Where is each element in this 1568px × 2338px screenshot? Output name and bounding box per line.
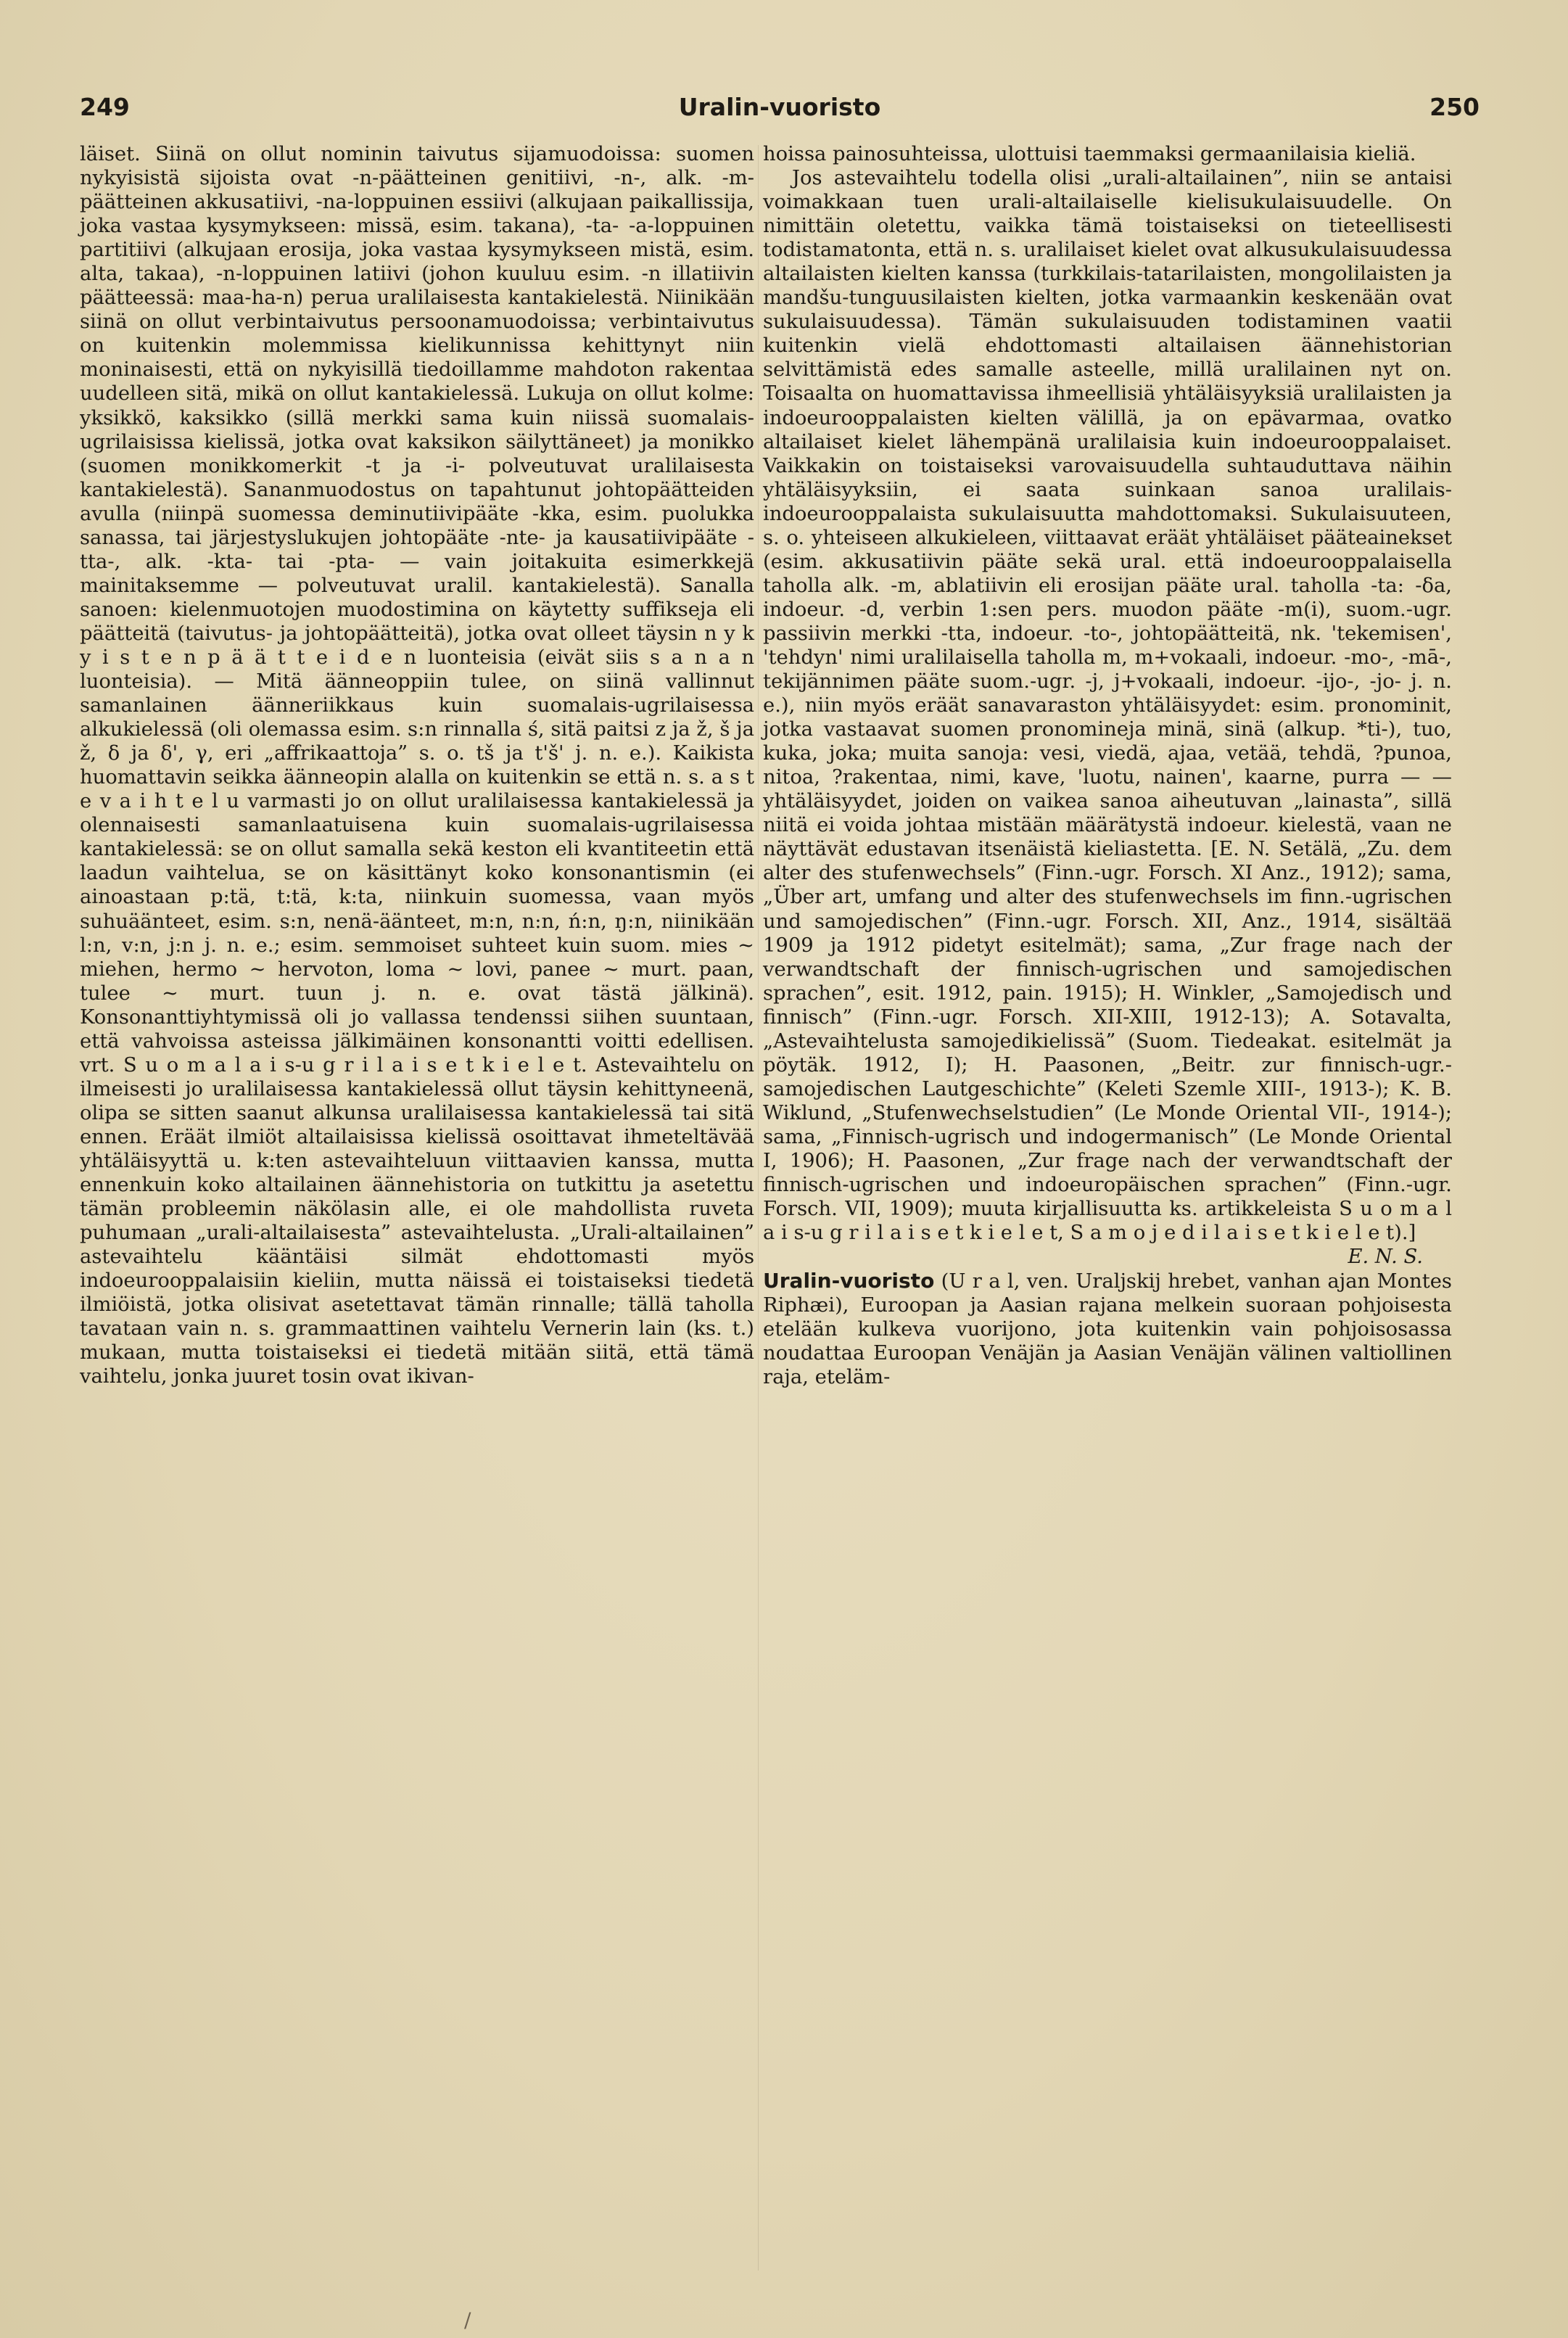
entry-text: (U r a l, ven. Uraljskij hrebet, vanhan ajan Montes Riphæi), Euroopan ja Aasian rajana melkein suoraan pohjoisesta etelään kulkeva vuorijono, jota kuitenkin vain pohjoisosassa noudattaa Euroopan Venäjän ja Aasian Venäjän välinen valtiollinen raja, eteläm- [763, 1270, 1452, 1389]
right-column [763, 142, 1452, 1389]
astevaihtelu-paragraph: Jos astevaihtelu todella olisi „urali-altailainen”, niin se antaisi voimakkaan tuen urali-altailaiselle kielisukulaisuudelle. On nimittäin oletettu, vaikka tämä toistaiseksi on tieteellisesti todistamatonta, että n. s. uralilaiset kielet ovat alkusukulaisuudessa altailaisten kielten kanssa (turkkilais-tatarilaisten, mongolilaisten ja mandšu-tunguusilaisten kielten, jotka varmaankin keskenään ovat sukulaisuudessa). Tämän sukulaisuuden todistaminen vaatii kuitenkin vielä ehdottomasti altailaisen äännehistorian selvittämistä edes samalle asteelle, millä uralilainen nyt on. Toisaalta on huomattavissa ihmeellisiä yhtäläisyyksiä uralilaisten ja indoeurooppalaisten kielten välillä, ja on epävarmaa, ovatko altailaiset kielet lähempänä uralilaisia kuin indoeurooppalaiset. Vaikkakin on toistaiseksi varovaisuudella suhtauduttava näihin yhtäläisyyksiin, ei saata suinkaan sanoa uralilais-indoeurooppalaista sukulaisuutta mahdottomaksi. Sukulaisuuteen, s. o. yhteiseen alkukieleen, viittaavat eräät yhtäläiset pääteainekset (esim. akkusatiivin pääte sekä ural. että indoeurooppalaisella taholla alk. -m, ablatiivin eli erosijan pääte ural. taholla -ta: -δa, indoeur. -d, verbin 1:sen pers. muodon pääte -m(i), suom.-ugr. passiivin merkki -tta, indoeur. -to-, johtopäätteitä, nk. 'tekemisen', 'tehdyn' nimi uralilaisella taholla m, m+vokaali, indoeur. -mo-, -mā-, tekijännimen pääte suom.-ugr. -j, j+vokaali, indoeur. -ijo-, -jo- j. n. e.), niin myös eräät sanavaraston yhtäläisyydet: esim. pronominit, jotka vastaavat suomen pronomineja minä, sinä (alkup. *ti-), tuo, kuka, joka; muita sanoja: vesi, viedä, ajaa, vetää, tehdä, ?punoa, nitoa, ?rakentaa, nimi, kave, 'luotu, nainen', kaarne, purra — — yhtäläisyydet, joiden on vaikea sanoa aiheutuvan „lainasta”, sillä niitä ei voida johtaa mistään määrätystä indoeur. kielestä, vaan ne näyttävät edustavan itsenäistä kieliastetta. [E. N. Setälä, „Zu. dem alter des stufenwechsels” (Finn.-ugr. Forsch. XI Anz., 1912); sama, „Über art, umfang und alter des stufenwechsels im finn.-ugrischen und samojedischen” (Finn.-ugr. Forsch. XII, Anz., 1914, sisältää 1909 ja 1912 pidetyt esitelmät); sama, „Zur frage nach der verwandtschaft der finnisch-ugrischen und samojedischen sprachen”, esit. 1912, pain. 1915); H. Winkler, „Samojedisch und finnisch” (Finn.-ugr. Forsch. XII-XIII, 1912-13); A. Sotavalta, „Astevaihtelusta samojedikielissä” (Suom. Tiedeakat. esitelmät ja pöytäk. 1912, I); H. Paasonen, „Beitr. zur finnisch-ugr.-samojedischen Lautgeschichte” (Keleti Szemle XIII-, 1913-); K. B. Wiklund, „Stufenwechselstudien” (Le Monde Oriental VII-, 1914-); sama, „Finnisch-ugrisch und indogermanisch” (Le Monde Oriental I, 1906); H. Paasonen, „Zur frage nach der verwandtschaft der finnisch-ugrischen und indoeuropäischen sprachen” (Finn.-ugr. Forsch. VII, 1909); muuta kirjallisuutta ks. artikkeleista S u o m a l a i s-u g r i l a i s e t k i e l e t, S a m o j e d i l a i s e t k i e l e t).] [763, 167, 1452, 1245]
entry-headword: Uralin-vuoristo [763, 1269, 935, 1293]
entry-uralin-vuoristo [763, 1269, 1452, 1389]
page-number-right: 250 [1429, 93, 1480, 121]
stray-mark: / [464, 2308, 471, 2332]
left-column-text: läiset. Siinä on ollut nominin taivutus sijamuodoissa: suomen nykyisistä sijoista ovat -n-päätteinen genitiivi, -n-, alk. -m-päätteinen akkusatiivi, -na-loppuinen essiivi (alkujaan paikallissija, joka vastaa kysymykseen: missä, esim. takana), -ta- -a-loppuinen partitiivi (alkujaan erosija, joka vastaa kysymykseen mistä, esim. alta, takaa), -n-loppuinen latiivi (johon kuuluu esim. -n illatiivin päätteessä: maa-ha-n) perua uralilaisesta kantakielestä. Niinikään siinä on ollut verbintaivutus persoonamuodoissa; verbintaivutus on kuitenkin molemmissa kielikunnissa kehittynyt niin moninaisesti, että on nykyisillä tiedoillamme mahdoton rakentaa uudelleen sitä, mikä on ollut kantakielessä. Lukuja on ollut kolme: yksikkö, kaksikko (sillä merkki sama kuin niissä suomalais-ugrilaisissa kielissä, jotka ovat kaksikon säilyttäneet) ja monikko (suomen monikkomerkit -t ja -i- polveutuvat uralilaisesta kantakielestä). Sananmuodostus on tapahtunut johtopäätteiden avulla (niinpä suomessa deminutiivipääte -kka, esim. puolukka sanassa, tai järjestyslukujen johtopääte -nte- ja kausatiivipääte -tta-, alk. -kta- tai -pta- — vain joitakuita esimerkkejä mainitaksemme — polveutuvat uralil. kantakielestä). Sanalla sanoen: kielenmuotojen muodostimina on käytetty suffikseja eli päätteitä (taivutus- ja johtopäätteitä), jotka ovat olleet täysin n y k y i s t e n p ä ä t t e i d e n luonteisia (eivät siis s a n a n luonteisia). — Mitä äänneoppiin tulee, on siinä vallinnut samanlainen äänneriikkaus kuin suomalais-ugrilaisessa alkukielessä (oli olemassa esim. s:n rinnalla ś, sitä paitsi z ja ž, š ja ž, δ ja δ', γ, eri „affrikaattoja” s. o. tš ja t'š' j. n. e.). Kaikista huomattavin seikka äänneopin alalla on kuitenkin se että n. s. a s t e v a i h t e l u varmasti jo on ollut uralilaisessa kantakielessä ja olennaisesti samanlaatuisena kuin suomalais-ugrilaisessa kantakielessä: se on ollut samalla sekä keston eli kvantiteetin että laadun vaihtelua, se on käsittänyt koko konsonantismin (ei ainoastaan p:tä, t:tä, k:ta, niinkuin suomessa, vaan myös suhuäänteet, esim. s:n, nenä-äänteet, m:n, n:n, ń:n, ŋ:n, niinikään l:n, v:n, j:n j. n. e.; esim. semmoiset suhteet kuin suom. mies ~ miehen, hermo ~ hervoton, loma ~ lovi, panee ~ murt. paan, tulee ~ murt. tuun j. n. e. ovat tästä jälkinä). Konsonanttiyhtymissä oli jo vallassa tendenssi siihen suuntaan, että vahvoissa asteissa jälkimäinen konsonantti voitti edellisen. vrt. S u o m a l a i s-u g r i l a i s e t k i e l e t. Astevaihtelu on ilmeisesti jo uralilaisessa kantakielessä ollut täysin kehittyneenä, olipa se sitten saanut alkunsa uralilaisessa kantakielessä tai sitä ennen. Eräät ilmiöt altailaisissa kielissä osoittavat ihmeteltävää yhtäläisyyttä u. k:ten astevaihteluun viittaavien kanssa, mutta ennenkuin koko altailainen äännehistoria on tutkittu ja asetettu tämän probleemin näkölasin alle, ei ole mahdollista ruveta puhumaan „urali-altailaisesta” astevaihtelusta. „Urali-altailainen” astevaihtelu kääntäisi silmät ehdottomasti myös indoeurooppalaisiin kieliin, mutta näissä ei toistaiseksi tiedetä ilmiöistä, jotka olisivat asetettavat tämän rinnalle; tällä taholla tavataan vain n. s. grammaattinen vaihtelu Vernerin lain (ks. t.) mukaan, mutta toistaiseksi ei tiedetä mitään siitä, että tämä vaihtelu, jonka juuret tosin ovat ikivan- [80, 143, 754, 1388]
right-column-continuation: hoissa painosuhteissa, ulottuisi taemmaksi germaanilaisia kieliä. [763, 143, 1416, 165]
author-signature: E. N. S. [1348, 1246, 1423, 1269]
column-gutter [758, 145, 759, 2271]
page-header [80, 93, 1480, 129]
page-number-left: 249 [80, 93, 130, 121]
left-column [80, 142, 754, 1388]
running-head: Uralin-vuoristo [678, 93, 881, 121]
